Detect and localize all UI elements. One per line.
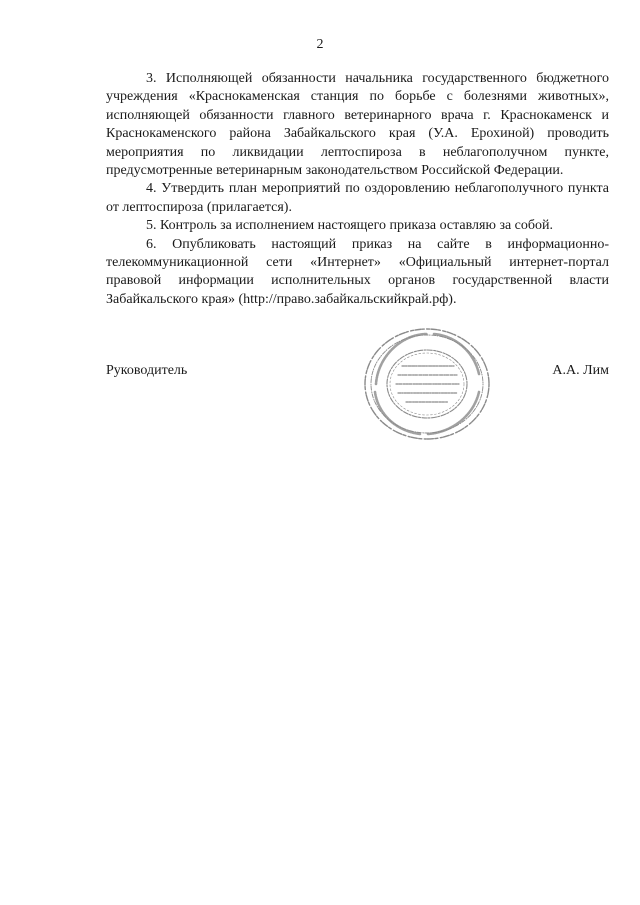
- signatory-name: А.А. Лим: [552, 363, 609, 378]
- paragraph-item-3: 3. Исполняющей обязанности начальника государственного бюджетного учреждения «Краснокаменская станция по борьбе с болезнями животных», исполняющей обязанности главного ветеринарного врача г. Краснокаменск и Краснокаменского района Забайкальского края (У.А. Ерохиной) проводить мероприятия по ликвидации лептоспироза в неблагополучном пункте, предусмотренные ветеринарным законодательством Российской Федерации.: [106, 71, 609, 179]
- signatory-title: Руководитель: [106, 363, 188, 378]
- paragraph-item-6: 6. Опубликовать настоящий приказ на сайте в информационно-телекоммуникационной сети «Интернет» «Официальный интернет-портал правовой информации исполнительных органов государственной власти Забайкальского края» (http://право.забайкальскийкрай.рф).: [106, 236, 609, 307]
- official-seal-stamp: [362, 326, 492, 442]
- page-number: 2: [316, 37, 324, 52]
- signature-block: [106, 362, 609, 386]
- paragraph-item-5: 5. Контроль за исполнением настоящего приказа оставляю за собой.: [146, 218, 554, 234]
- paragraph-item-4: 4. Утвердить план мероприятий по оздоровлению неблагополучного пункта от лептоспироза (прилагается).: [106, 181, 609, 215]
- document-body: [106, 70, 609, 309]
